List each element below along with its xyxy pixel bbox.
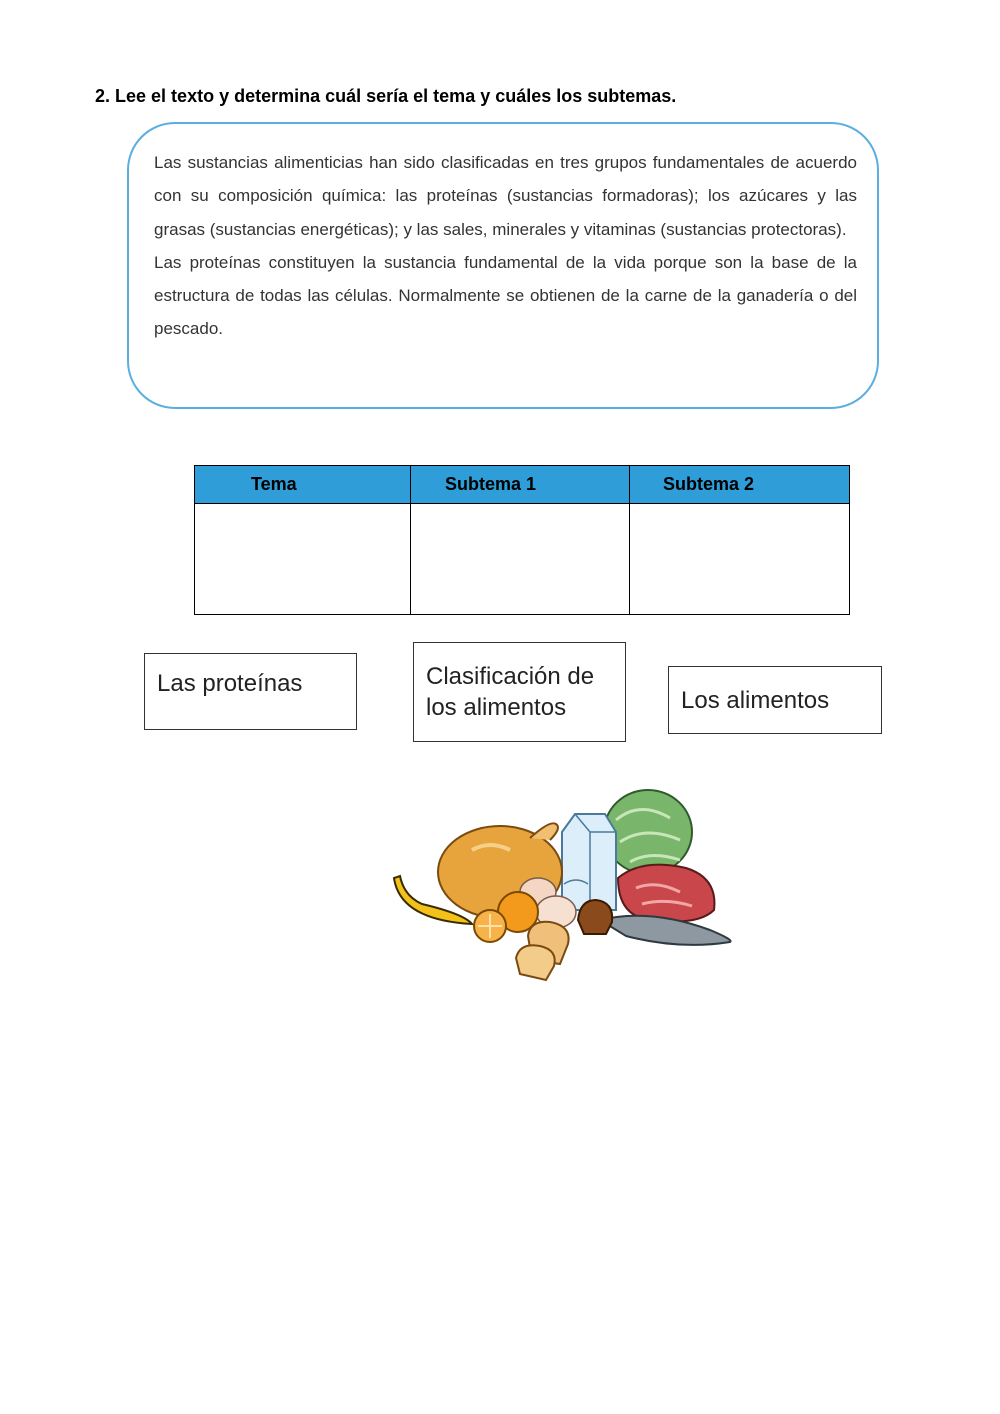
steak-icon [618, 865, 714, 922]
reading-paragraph-2: Las proteínas constituyen la sustancia fundamental de la vida porque son la base de la estructura de todas las células. Normalmente se obtienen de la carne de la ganadería o del pescado. [154, 252, 857, 339]
table-answer-row [195, 504, 850, 615]
instruction-number: 2. [95, 86, 111, 106]
header-subtema-1: Subtema 1 [411, 466, 630, 504]
muffin-icon [578, 900, 612, 934]
drop-zone-subtema-2[interactable] [630, 504, 850, 615]
lettuce-icon [604, 790, 692, 874]
reading-paragraph-1: Las sustancias alimenticias han sido clasificadas en tres grupos fundamentales de acuerdo con su composición química: las proteínas (sustancias formadoras); los azúcares y las grasas (sustancias energéticas); y las sales, minerales y vitaminas (sustancias protectoras). [154, 153, 857, 239]
instruction [95, 86, 676, 107]
option-card-proteinas[interactable] [144, 653, 357, 730]
option-card-alimentos[interactable] [668, 666, 882, 734]
option-card-clasificacion[interactable] [413, 642, 626, 742]
drop-zone-tema[interactable] [195, 504, 411, 615]
option-label: Las proteínas [157, 670, 303, 697]
header-tema: Tema [195, 466, 411, 504]
milk-carton-icon [562, 814, 616, 910]
option-label: Clasificación de los alimentos [426, 663, 595, 721]
header-subtema-2: Subtema 2 [630, 466, 850, 504]
option-label: Los alimentos [681, 686, 830, 714]
table-header-row [195, 466, 850, 504]
answer-table [194, 465, 850, 615]
food-group-illustration-icon [380, 780, 740, 990]
instruction-text: Lee el texto y determina cuál sería el tema y cuáles los subtemas. [115, 86, 677, 106]
reading-text [154, 146, 857, 346]
drop-zone-subtema-1[interactable] [411, 504, 630, 615]
